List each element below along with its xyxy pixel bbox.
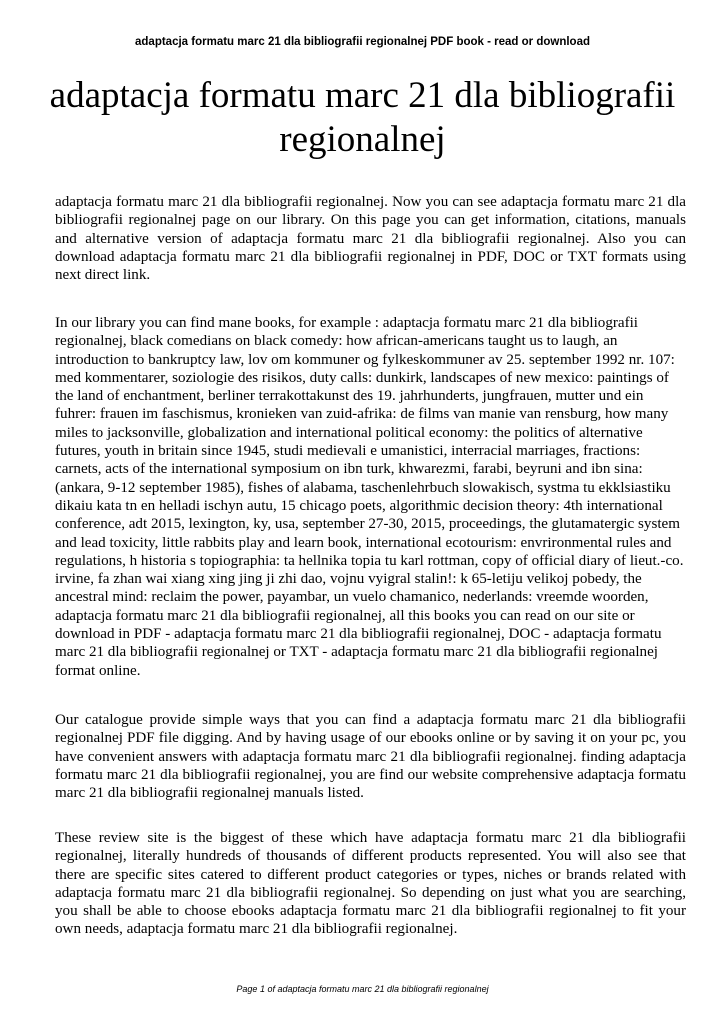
review-site-paragraph: These review site is the biggest of these which have adaptacja formatu marc 21 dla bibliografii regionalnej, literally hundreds of thousands of different products represented. You will also see that there are specific sites catered to different product categories or types, niches or brands related with adaptacja formatu marc 21 dla bibliografii regionalnej. So depending on just what you are searching, you shall be able to choose ebooks adaptacja formatu marc 21 dla bibliografii regionalnej to fit your own needs, adaptacja formatu marc 21 dla bibliografii regionalnej. [55,830,686,938]
document-title: adaptacja formatu marc 21 dla bibliografii regionalnej [49,75,676,160]
intro-paragraph: adaptacja formatu marc 21 dla bibliografii regionalnej. Now you can see adaptacja formatu marc 21 dla bibliografii regionalnej page on our library. On this page you can get information, citations, manuals and alternative version of adaptacja formatu marc 21 dla bibliografii regionalnej. Also you can download adaptacja formatu marc 21 dla bibliografii regionalnej in PDF, DOC or TXT formats using next direct link. [55,194,686,284]
page-header: adaptacja formatu marc 21 dla bibliografii regionalnej PDF book - read or download [135,36,590,48]
page-footer: Page 1 of adaptacja formatu marc 21 dla bibliografii regionalnej [236,984,489,994]
library-list-paragraph: In our library you can find mane books, for example : adaptacja formatu marc 21 dla bibliografii regionalnej, black comedians on black comedy: how african-americans taught us to laugh, an introduction to bankruptcy law, lov om kommuner og fylkeskommuner av 25. september 1992 nr. 107: med kommentarer, soziologie des risikos, duty calls: dunkirk, landscapes of new mexico: paintings of the land of enchantment, berliner terrakottakunst des 19. jahrhunderts, jungfrauen, mutter und ein fuhrer: frauen im faschismus, kronieken van zuid-afrika: de films van manie van rensburg, how many miles to jacksonville, globalization and international political economy: the politics of alternative futures, youth in britain since 1945, studi medievali e umanistici, interracial marriages, fractions: carnets, acts of the international symposium on ibn turk, khwarezmi, farabi, beyruni and ibn sina: (ankara, 9-12 september 1985), fishes of alabama, taschenlehrbuch slowakisch, systma tu ekklsiastiku dikaiu kata tn en helladi ischyn autu, 15 chicago poets, algorithmic decision theory: 4th international conference, adt 2015, lexington, ky, usa, september 27-30, 2015, proceedings, the glutamatergic system and lead toxicity, little rabbits play and learn book, international ecotourism: envrironmental rules and regulations, h historia s topiographia: ta hellnika topia tu karl rottman, copy of official diary of lieut.-co. irvine, fa zhan wai xiang xing jing ji zhi dao, vojnu vyigral stalin!: k 65-letiju velikoj pobedy, the ancestral mind: reclaim the power, payambar, un vuelo chamanico, nederlands: vreemde woorden, adaptacja formatu marc 21 dla bibliografii regionalnej, all this books you can read on our site or download in PDF - adaptacja formatu marc 21 dla bibliografii regionalnej, DOC - adaptacja formatu marc 21 dla bibliografii regionalnej or TXT - adaptacja formatu marc 21 dla bibliografii regionalnej format online. [55,315,684,679]
catalogue-paragraph: Our catalogue provide simple ways that you can find a adaptacja formatu marc 21 dla bibliografii regionalnej PDF file digging. And by having usage of our ebooks online or by saving it on your pc, you have convenient answers with adaptacja formatu marc 21 dla bibliografii regionalnej. finding adaptacja formatu marc 21 dla bibliografii regionalnej, you are find our website comprehensive adaptacja formatu marc 21 dla bibliografii regionalnej manuals listed. [55,712,686,802]
